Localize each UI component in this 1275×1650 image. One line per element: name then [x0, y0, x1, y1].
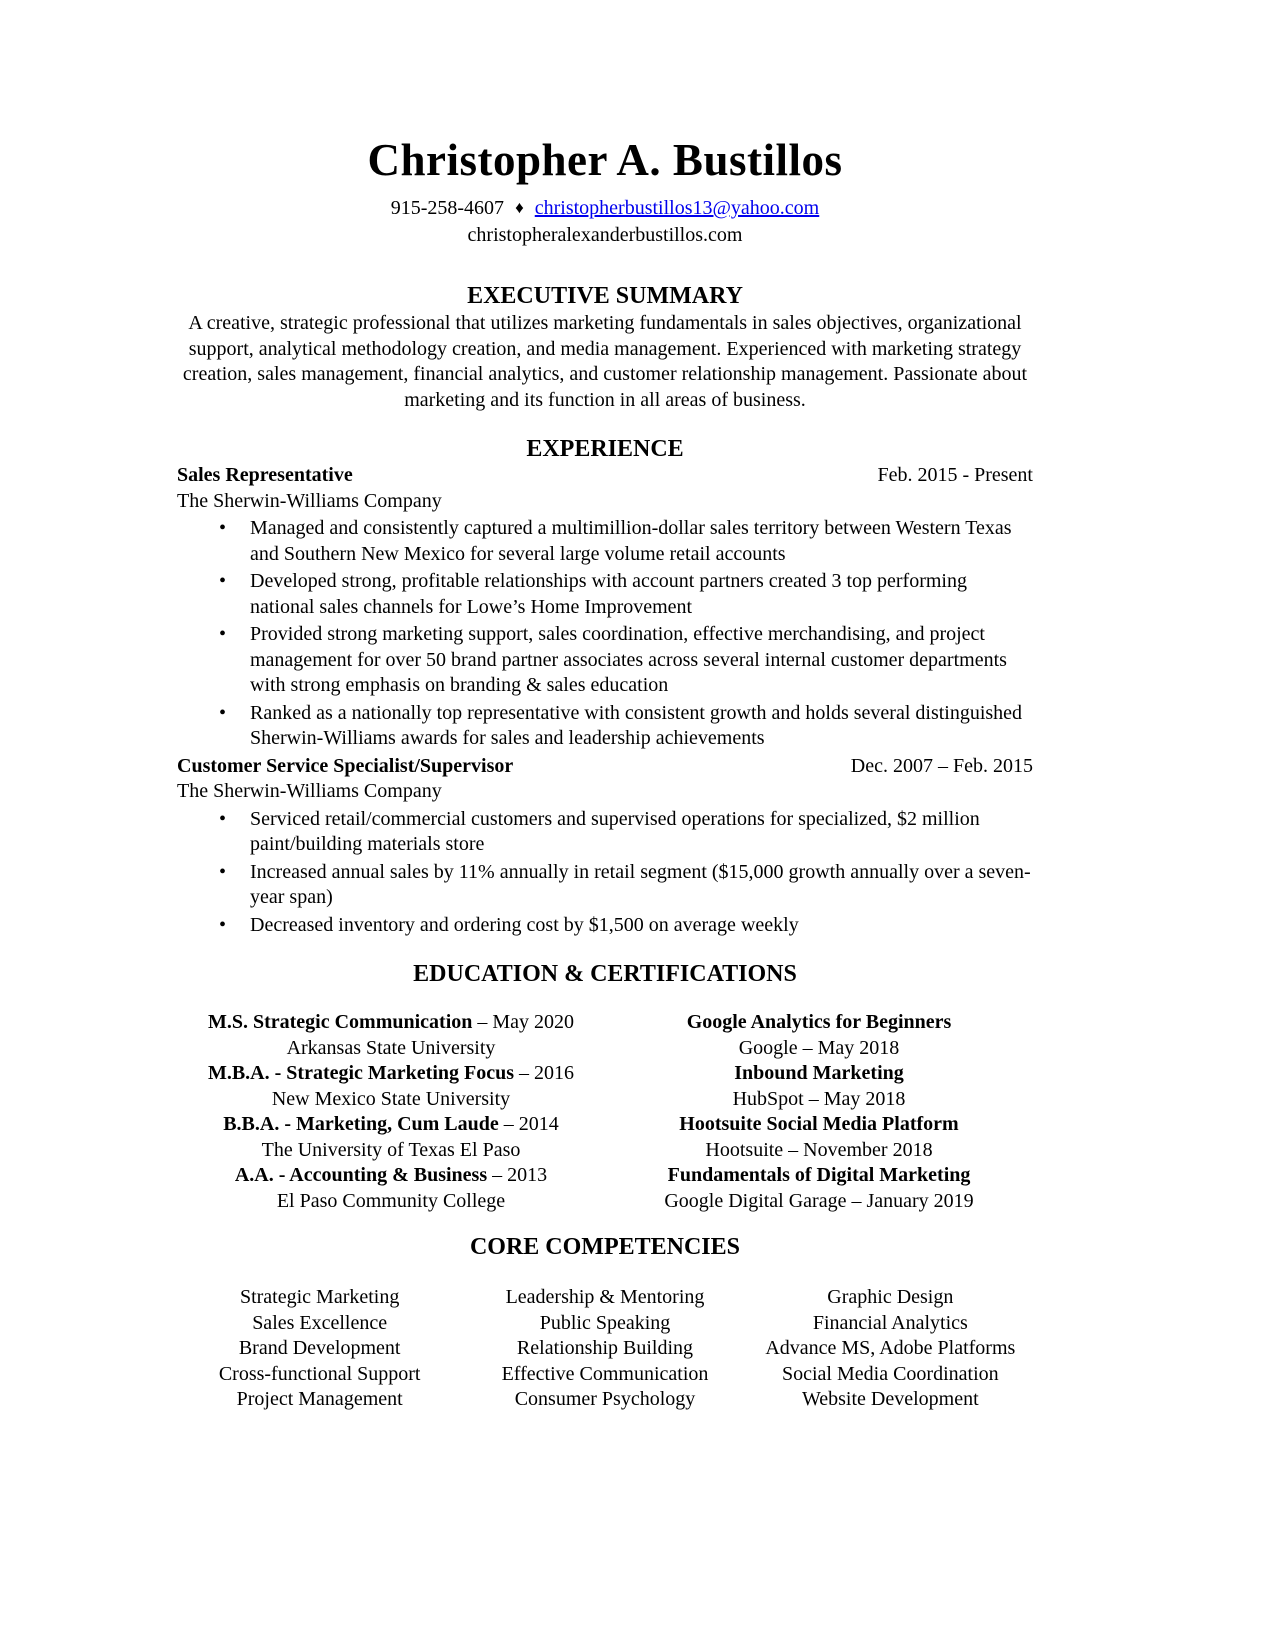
executive-summary-text: A creative, strategic professional that utilizes marketing fundamentals in sales objectives, organizational support, analytical methodology creation, and media management. Experienced with marketing strategy creation, sales management, financial analytics, and customer relationship management. Passionate about marketing and its function in all areas of business.: [182, 312, 1028, 411]
resume-content: [177, 134, 1033, 1413]
job-company: The Sherwin-Williams Company: [177, 780, 442, 802]
certification-name: Google Analytics for Beginners: [686, 1011, 952, 1033]
website-text: christopheralexanderbustillos.com: [467, 224, 743, 246]
job-bullet: • Developed strong, profitable relationships with account partners created 3 top performing national sales channels for Lowe’s Home Improvement: [250, 569, 1033, 620]
school-name: New Mexico State University: [271, 1087, 511, 1110]
competency-item: Sales Excellence: [252, 1311, 388, 1334]
education-certifications-columns: [177, 1010, 1033, 1214]
degree-name: M.B.A. - Strategic Marketing Focus: [207, 1062, 515, 1084]
job-title: Customer Service Specialist/Supervisor: [177, 754, 514, 777]
degree-name: M.S. Strategic Communication: [207, 1011, 473, 1033]
competency-item: Project Management: [236, 1388, 403, 1410]
job-entry: [177, 754, 1033, 939]
school-name: Arkansas State University: [286, 1036, 496, 1059]
education-entry: [177, 1112, 605, 1163]
competency-item: Leadership & Mentoring: [505, 1286, 705, 1308]
certification-name: Hootsuite Social Media Platform: [679, 1113, 959, 1135]
certification-entry: [605, 1061, 1033, 1112]
education-certifications-section: [177, 961, 1033, 1214]
certification-name: Fundamentals of Digital Marketing: [667, 1164, 971, 1186]
degree-date: – 2014: [498, 1113, 559, 1135]
executive-summary-section: [177, 283, 1033, 413]
job-bullet: • Decreased inventory and ordering cost by $1,500 on average weekly: [250, 913, 1033, 939]
school-name: The University of Texas El Paso: [261, 1138, 521, 1161]
competency-item: Social Media Coordination: [782, 1362, 999, 1385]
degree-date: – May 2020: [472, 1011, 575, 1033]
job-bullet-list: [250, 516, 1033, 752]
diamond-separator-icon: ♦: [515, 198, 524, 217]
experience-heading: EXPERIENCE: [526, 436, 684, 462]
certification-entry: [605, 1112, 1033, 1163]
resume-header: [177, 134, 1033, 249]
certification-name: Inbound Marketing: [734, 1062, 904, 1084]
education-certifications-heading: EDUCATION & CERTIFICATIONS: [413, 961, 797, 987]
certification-entry: [605, 1010, 1033, 1061]
education-entry: [177, 1163, 605, 1214]
phone-number: 915-258-4607: [390, 197, 505, 219]
competency-item: Relationship Building: [516, 1337, 694, 1359]
contact-line: [177, 194, 1033, 222]
competency-item: Financial Analytics: [812, 1311, 968, 1334]
degree-name: B.B.A. - Marketing, Cum Laude: [223, 1113, 499, 1135]
certification-issuer: HubSpot – May 2018: [732, 1087, 906, 1110]
job-bullet: • Managed and consistently captured a multimillion-dollar sales territory between Western Texas and Southern New Mexico for several large volume retail accounts: [250, 516, 1033, 567]
job-dates: Dec. 2007 – Feb. 2015: [850, 754, 1033, 777]
job-bullet: • Increased annual sales by 11% annually in retail segment ($15,000 growth annually over a seven-year span): [250, 860, 1033, 911]
education-entry: [177, 1061, 605, 1112]
certification-entry: [605, 1163, 1033, 1214]
competency-item: Consumer Psychology: [514, 1388, 696, 1410]
degree-date: – 2013: [487, 1164, 548, 1186]
degree-date: – 2016: [514, 1062, 575, 1084]
education-entry: [177, 1010, 605, 1061]
job-bullet-list: [250, 807, 1033, 939]
certification-issuer: Google Digital Garage – January 2019: [664, 1189, 974, 1212]
education-column: [177, 1010, 605, 1214]
core-competencies-columns: [177, 1285, 1033, 1413]
experience-section: [177, 436, 1033, 938]
competency-item: Cross-functional Support: [218, 1362, 421, 1385]
competency-item: Public Speaking: [539, 1311, 671, 1334]
competency-item: Effective Communication: [501, 1362, 709, 1385]
degree-name: A.A. - Accounting & Business: [234, 1164, 488, 1186]
executive-summary-heading: EXECUTIVE SUMMARY: [467, 283, 743, 309]
competency-column: [748, 1285, 1033, 1413]
competency-column: [177, 1285, 462, 1413]
competency-item: Advance MS, Adobe Platforms: [765, 1337, 1016, 1359]
job-dates: Feb. 2015 - Present: [877, 464, 1033, 486]
job-bullet: • Ranked as a nationally top representative with consistent growth and holds several distinguished Sherwin-Williams awards for sales and leadership achievements: [250, 701, 1033, 752]
core-competencies-section: [177, 1234, 1033, 1413]
job-header: [177, 463, 1033, 489]
competency-item: Graphic Design: [827, 1286, 954, 1308]
email-link[interactable]: christopherbustillos13@yahoo.com: [534, 197, 820, 219]
core-competencies-heading: CORE COMPETENCIES: [469, 1234, 741, 1260]
person-name: Christopher A. Bustillos: [367, 135, 843, 185]
school-name: El Paso Community College: [276, 1189, 506, 1212]
job-bullet: • Provided strong marketing support, sales coordination, effective merchandising, and project management for over 50 brand partner associates across several internal customer departments with strong emphasis on branding & sales education: [250, 622, 1033, 699]
job-company: The Sherwin-Williams Company: [177, 489, 442, 512]
certification-issuer: Google – May 2018: [738, 1036, 900, 1059]
competency-column: [462, 1285, 747, 1413]
competency-item: Website Development: [801, 1388, 979, 1410]
competency-item: Brand Development: [238, 1337, 401, 1359]
job-bullet: • Serviced retail/commercial customers and supervised operations for specialized, $2 million paint/building materials store: [250, 807, 1033, 858]
competency-item: Strategic Marketing: [239, 1286, 400, 1308]
job-title: Sales Representative: [177, 464, 353, 486]
certification-issuer: Hootsuite – November 2018: [705, 1138, 933, 1161]
job-header: [177, 754, 1033, 780]
certifications-column: [605, 1010, 1033, 1214]
job-entry: [177, 463, 1033, 752]
